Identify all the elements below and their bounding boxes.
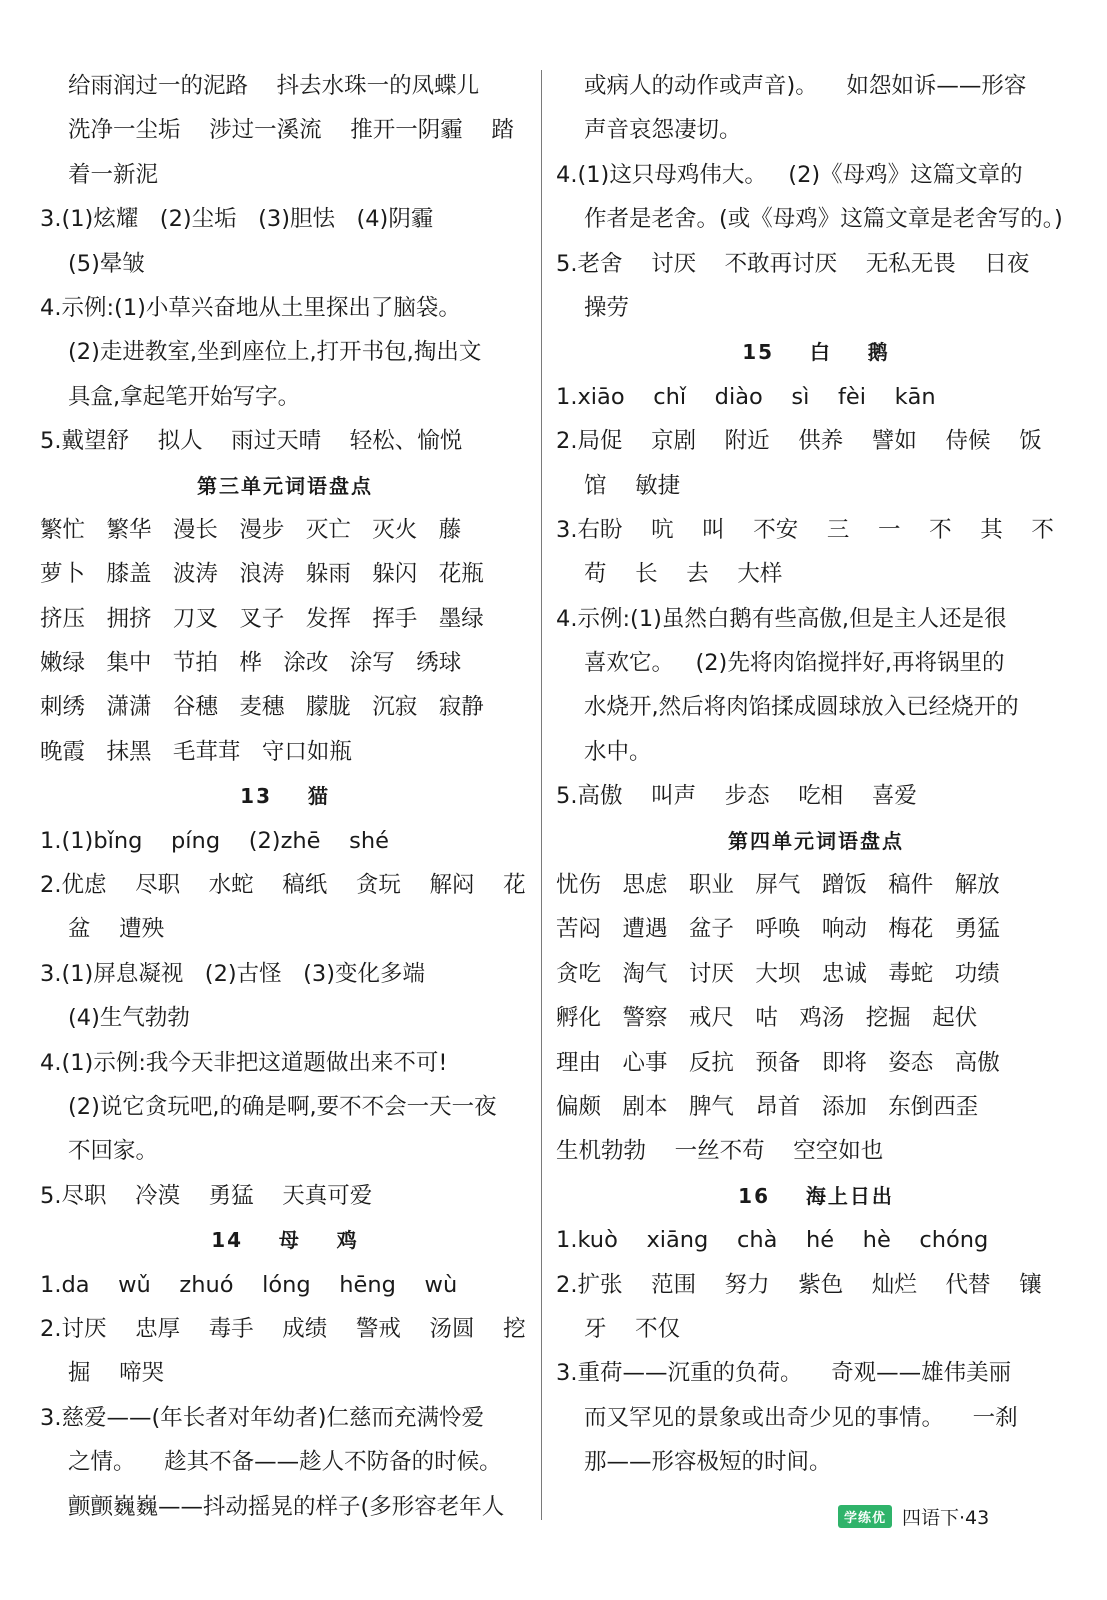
answer-line: 萝卜 膝盖 波涛 浪涛 躲雨 躲闪 花瓶 xyxy=(40,561,484,588)
answer-line: 1.da wǔ zhuó lóng hēng wù xyxy=(40,1271,458,1298)
left-column xyxy=(40,64,530,1529)
answer-line: 4.示例:(1)小草兴奋地从土里探出了脑袋。 xyxy=(40,294,461,321)
page-footer xyxy=(838,1503,989,1529)
answer-line: 晚霞 抹黑 毛茸茸 守口如瓶 xyxy=(40,738,352,765)
column-divider xyxy=(541,70,542,1520)
answer-line: 馆 敏捷 xyxy=(584,472,681,499)
answer-line: 生机勃勃 一丝不苟 空空如也 xyxy=(556,1138,884,1165)
answer-line: (2)说它贪玩吧,的确是啊,要不不会一天一夜 xyxy=(68,1093,497,1120)
section-title: 13 猫 xyxy=(240,784,330,809)
answer-line: 偏颇 剧本 脾气 昂首 添加 东倒西歪 xyxy=(556,1093,979,1120)
answer-line: 不回家。 xyxy=(68,1138,159,1165)
answer-line: 水中。 xyxy=(584,738,652,765)
section-title: 16 海上日出 xyxy=(738,1183,894,1208)
answer-line: 1.kuò xiāng chà hé hè chóng xyxy=(556,1227,989,1254)
answer-line: 3.慈爱——(年长者对年幼者)仁慈而充满怜爱 xyxy=(40,1404,485,1431)
answer-line: 之情。 趁其不备——趁人不防备的时候。 xyxy=(68,1449,502,1476)
answer-line: 2.讨厌 忠厚 毒手 成绩 警戒 汤圆 挖 xyxy=(40,1315,526,1342)
answer-line: (4)生气勃勃 xyxy=(68,1005,190,1032)
answer-line: 1.(1)bǐng píng (2)zhē shé xyxy=(40,827,389,854)
answer-line: 3.(1)炫耀 (2)尘垢 (3)胆怯 (4)阴霾 xyxy=(40,206,434,233)
answer-line: 操劳 xyxy=(584,294,630,321)
answer-line: 苟 长 去 大样 xyxy=(584,561,783,588)
answer-line: 2.优虑 尽职 水蛇 稿纸 贪玩 解闷 花 xyxy=(40,872,526,899)
answer-line: 牙 不仅 xyxy=(584,1315,681,1342)
section-title: 15 白 鹅 xyxy=(742,340,890,365)
answer-line: 4.示例:(1)虽然白鹅有些高傲,但是主人还是很 xyxy=(556,605,1007,632)
page-number: 四语下·43 xyxy=(902,1506,990,1529)
answer-line: 2.局促 京剧 附近 供养 譬如 侍候 饭 xyxy=(556,428,1042,455)
answer-line: 3.(1)屏息凝视 (2)古怪 (3)变化多端 xyxy=(40,960,425,987)
answer-line: 声音哀怨凄切。 xyxy=(584,117,742,144)
answer-line: 具盒,拿起笔开始写字。 xyxy=(68,383,301,410)
answer-line: 繁忙 繁华 漫长 漫步 灭亡 灭火 藤 xyxy=(40,516,462,543)
answer-line: 1.xiāo chǐ diào sì fèi kān xyxy=(556,383,936,410)
answer-line: 忧伤 思虑 职业 屏气 蹭饭 稿件 解放 xyxy=(556,872,1000,899)
answer-line: 刺绣 潇潇 谷穗 麦穗 朦胧 沉寂 寂静 xyxy=(40,694,484,721)
answer-line: 给雨润过一的泥路 抖去水珠一的凤蝶儿 xyxy=(68,73,480,99)
answer-line: 3.右盼 吭 叫 不安 三 一 不 其 不 xyxy=(556,516,1054,543)
answer-line: 嫩绿 集中 节拍 桦 涂改 涂写 绣球 xyxy=(40,650,462,677)
answer-line: 而又罕见的景象或出奇少见的事情。 一刹 xyxy=(584,1404,1018,1431)
answer-line: 作者是老舍。(或《母鸡》这篇文章是老舍写的。) xyxy=(584,206,1063,233)
answer-line: 理由 心事 反抗 预备 即将 姿态 高傲 xyxy=(556,1049,1000,1076)
brand-logo: 学练优 xyxy=(838,1505,892,1528)
answer-line: 4.(1)示例:我今天非把这道题做出来不可! xyxy=(40,1049,448,1076)
answer-line: 或病人的动作或声音)。 如怨如诉——形容 xyxy=(584,73,1027,99)
answer-line: 颤颤巍巍——抖动摇晃的样子(多形容老年人 xyxy=(68,1493,505,1520)
answer-line: 贪吃 淘气 讨厌 大坝 忠诚 毒蛇 功绩 xyxy=(556,960,1000,987)
answer-line: 洗净一尘垢 涉过一溪流 推开一阴霾 踏 xyxy=(68,117,514,144)
section-title: 14 母 鸡 xyxy=(211,1228,359,1253)
answer-line: 苦闷 遭遇 盆子 呼唤 响动 梅花 勇猛 xyxy=(556,916,1000,943)
answer-line: 那——形容极短的时间。 xyxy=(584,1449,832,1476)
answer-line: 5.高傲 叫声 步态 吃相 喜爱 xyxy=(556,783,917,810)
answer-line: 5.戴望舒 拟人 雨过天晴 轻松、愉悦 xyxy=(40,428,463,455)
answer-line: (5)晕皱 xyxy=(68,250,145,277)
answer-line: 挤压 拥挤 刀叉 叉子 发挥 挥手 墨绿 xyxy=(40,605,484,632)
right-column xyxy=(556,64,1076,1485)
answer-line: 水烧开,然后将肉馅揉成圆球放入已经烧开的 xyxy=(584,694,1019,721)
section-title: 第四单元词语盘点 xyxy=(728,828,904,853)
answer-line: 4.(1)这只母鸡伟大。 (2)《母鸡》这篇文章的 xyxy=(556,161,1023,188)
answer-line: (2)走进教室,坐到座位上,打开书包,掏出文 xyxy=(68,339,482,366)
answer-line: 喜欢它。 (2)先将肉馅搅拌好,再将锅里的 xyxy=(584,650,1005,677)
section-title: 第三单元词语盘点 xyxy=(197,473,373,498)
answer-line: 着一新泥 xyxy=(68,161,159,188)
answer-line: 5.老舍 讨厌 不敢再讨厌 无私无畏 日夜 xyxy=(556,250,1030,277)
answer-line: 孵化 警察 戒尺 咕 鸡汤 挖掘 起伏 xyxy=(556,1005,978,1032)
answer-line: 掘 啼哭 xyxy=(68,1360,165,1387)
answer-line: 2.扩张 范围 努力 紫色 灿烂 代替 镶 xyxy=(556,1271,1042,1298)
answer-line: 3.重荷——沉重的负荷。 奇观——雄伟美丽 xyxy=(556,1360,1012,1387)
answer-line: 5.尽职 冷漠 勇猛 天真可爱 xyxy=(40,1182,373,1209)
answer-line: 盆 遭殃 xyxy=(68,916,165,943)
